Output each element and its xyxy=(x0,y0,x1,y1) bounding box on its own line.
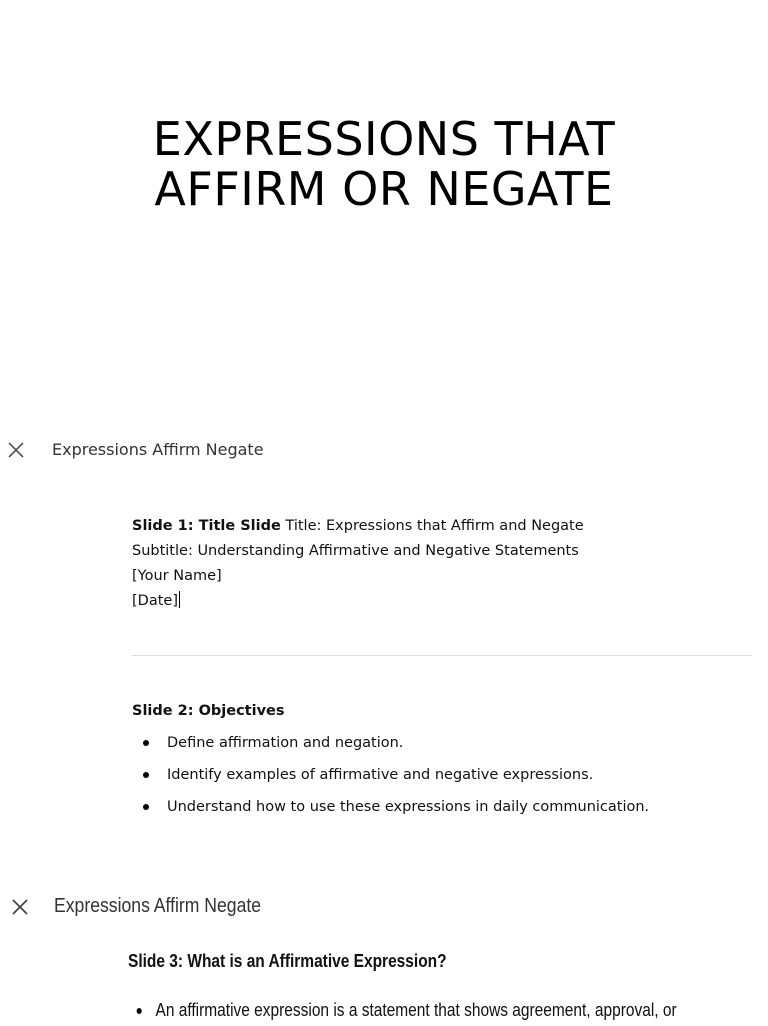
slide-3-list xyxy=(128,994,748,1026)
document-header-2 xyxy=(0,894,768,924)
list-item-text: Understand how to use these expressions in daily communication. xyxy=(167,799,650,815)
bullet-icon xyxy=(143,772,149,778)
slide-3-section xyxy=(128,951,748,1026)
slide-title-line-1: EXPRESSIONS THAT xyxy=(152,112,616,166)
list-item xyxy=(132,759,752,791)
list-item xyxy=(132,791,752,823)
slide-1-label: Slide 1: Title Slide xyxy=(132,518,281,534)
slide-2-section xyxy=(132,703,752,823)
slide-1-date-line[interactable] xyxy=(132,589,752,614)
bullet-icon xyxy=(143,804,149,810)
document-header xyxy=(0,436,768,466)
document-title: Expressions Affirm Negate xyxy=(54,895,262,917)
slide-1-title-text: Title: Expressions that Affirm and Negate xyxy=(280,518,584,534)
slide-1-section xyxy=(132,514,752,614)
list-item xyxy=(128,994,677,1026)
slide-2-objectives-list xyxy=(132,727,752,823)
list-item xyxy=(132,727,752,759)
close-icon[interactable] xyxy=(8,895,32,919)
slide-title-line-2: AFFIRM OR NEGATE xyxy=(154,162,614,216)
slide-3-heading: Slide 3: What is an Affirmative Expression? xyxy=(128,951,447,971)
list-item-text: An affirmative expression is a statement that shows agreement, approval, or xyxy=(155,1000,677,1020)
slide-2-heading: Slide 2: Objectives xyxy=(132,703,285,719)
slide-1-date[interactable]: [Date] xyxy=(132,593,178,609)
close-icon[interactable] xyxy=(4,438,28,462)
document-title: Expressions Affirm Negate xyxy=(52,440,264,459)
list-item-text: Define affirmation and negation. xyxy=(167,735,404,751)
section-divider xyxy=(132,655,752,656)
text-cursor xyxy=(179,591,180,608)
slide-title xyxy=(0,114,768,214)
slide-1-title-line xyxy=(132,514,752,539)
slide-1-subtitle: Subtitle: Understanding Affirmative and Negative Statements xyxy=(132,543,579,559)
slide-1-name[interactable]: [Your Name] xyxy=(132,568,222,584)
bullet-icon xyxy=(137,1008,142,1014)
list-item-text: Identify examples of affirmative and negative expressions. xyxy=(167,767,594,783)
bullet-icon xyxy=(143,740,149,746)
